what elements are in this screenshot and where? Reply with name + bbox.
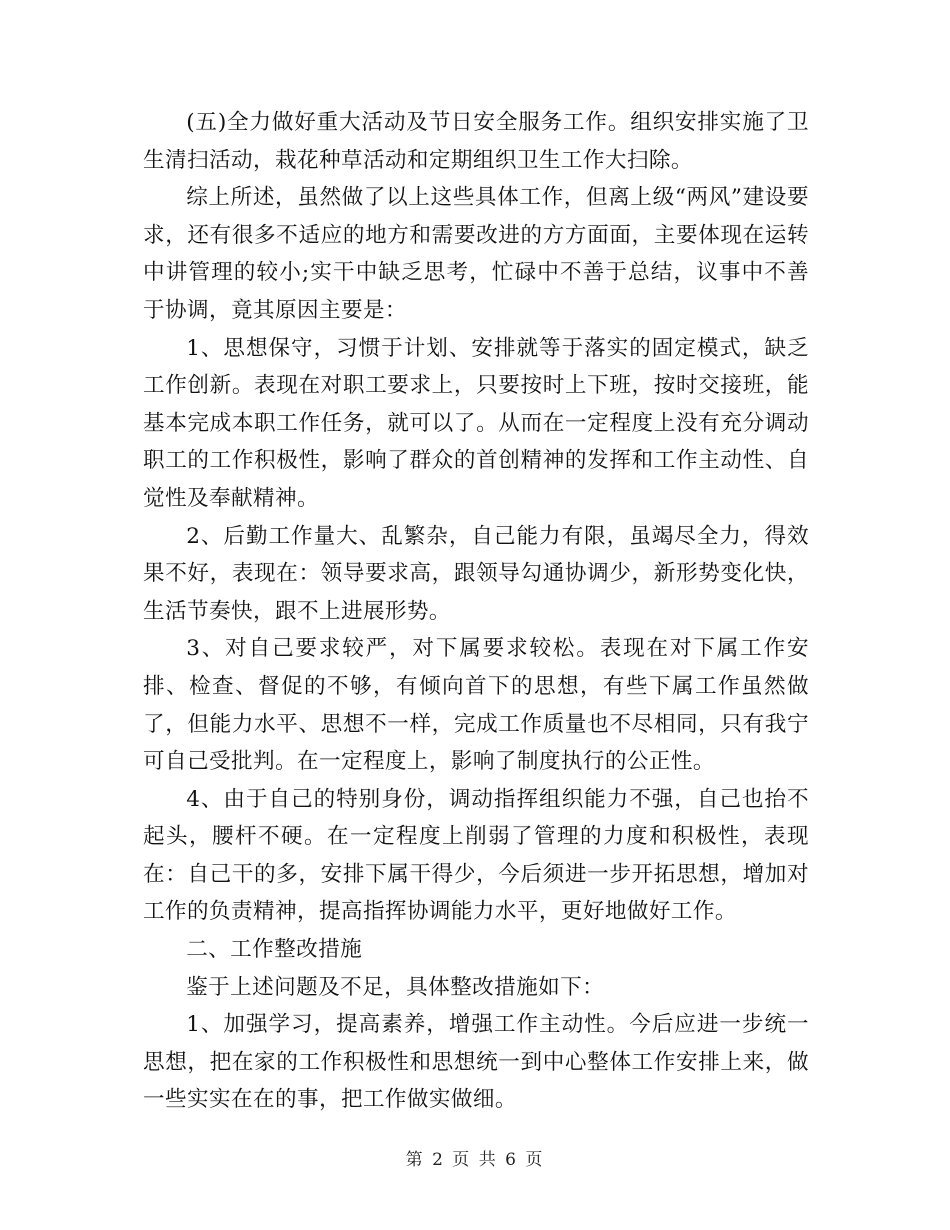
paragraph-reason-1: 1、思想保守，习惯于计划、安排就等于落实的固定模式，缺乏工作创新。表现在对职工要求上，只要按时上下班，按时交接班，能基本完成本职工作任务，就可以了。从而在一定程度上没有充分调动职工的工作积极性，影响了群众的首创精神的发挥和工作主动性、自觉性及奉献精神。 (143, 335, 809, 511)
paragraph-activities-safety: (五)全力做好重大活动及节日安全服务工作。组织安排实施了卫生清扫活动，栽花种草活动和定期组织卫生工作大扫除。 (143, 110, 809, 173)
paragraph-rectification-intro: 鉴于上述问题及不足，具体整改措施如下： (186, 974, 605, 1000)
document-body (143, 104, 809, 1119)
paragraph-reason-2: 2、后勤工作量大、乱繁杂，自己能力有限，虽竭尽全力，得效果不好，表现在：领导要求高，跟领导勾通协调少，新形势变化快，生活节奏快，跟不上进展形势。 (143, 523, 809, 624)
paragraph-summary: 综上所述，虽然做了以上这些具体工作，但离上级“两风”建设要求，还有很多不适应的地方和需要改进的方方面面，主要体现在运转中讲管理的较小;实干中缺乏思考，忙碌中不善于总结，议事中不善于协调，竟其原因主要是： (143, 185, 809, 323)
page-number-footer: 第 2 页 共 6 页 (405, 1150, 545, 1170)
section-heading-rectification: 二、工作整改措施 (186, 937, 363, 963)
paragraph-measure-1: 1、加强学习，提高素养，增强工作主动性。今后应进一步统一思想，把在家的工作积极性和思想统一到中心整体工作安排上来，做一些实实在在的事，把工作做实做细。 (143, 1012, 809, 1113)
paragraph-reason-3: 3、对自己要求较严，对下属要求较松。表现在对下属工作安排、检查、督促的不够，有倾向首下的思想，有些下属工作虽然做了，但能力水平、思想不一样，完成工作质量也不尽相同，只有我宁可自己受批判。在一定程度上，影响了制度执行的公正性。 (143, 636, 809, 775)
paragraph-reason-4: 4、由于自己的特别身份，调动指挥组织能力不强，自己也抬不起头，腰杆不硬。在一定程度上削弱了管理的力度和积极性，表现在：自己干的多，安排下属干得少，今后须进一步开拓思想，增加对工作的负责精神，提高指挥协调能力水平，更好地做好工作。 (143, 786, 809, 925)
